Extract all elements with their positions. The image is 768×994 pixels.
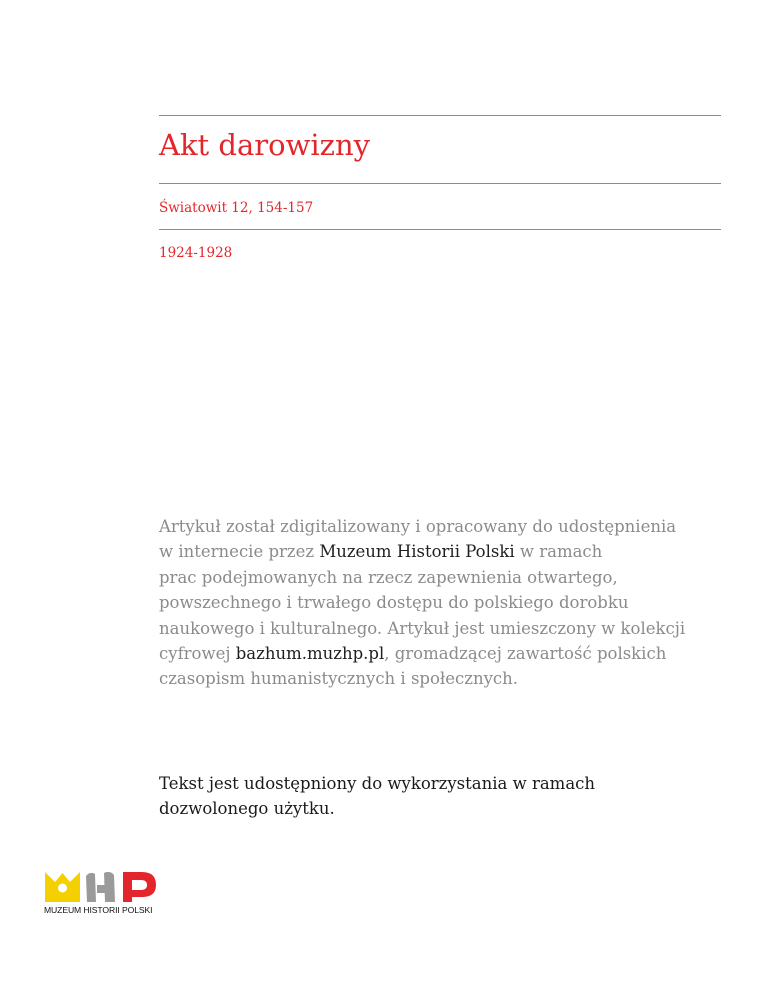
document-title: Akt darowizny (159, 128, 371, 162)
top-divider (159, 115, 721, 116)
notice-line (159, 539, 719, 564)
logo-h-shape (86, 872, 115, 902)
notice-text: w ramach (514, 542, 603, 562)
notice-line: czasopism humanistycznych i społecznych. (159, 669, 519, 689)
notice-line: powszechnego i trwałego dostępu do polskiego dorobku (159, 593, 629, 613)
source-divider (159, 229, 721, 230)
digitization-notice (159, 514, 719, 692)
bazhum-link[interactable]: bazhum.muzhp.pl (235, 644, 385, 664)
logo-m-dot (58, 884, 67, 893)
notice-text: w internecie przez (159, 542, 320, 562)
source-citation: Światowit 12, 154-157 (159, 200, 314, 216)
notice-text: , gromadzącej zawartość polskich (384, 644, 667, 664)
logo-p-shape (123, 872, 156, 902)
notice-line (159, 641, 719, 666)
notice-text: cyfrowej (159, 644, 236, 664)
notice-line: Artykuł został zdigitalizowany i opracowany do udostępnienia (159, 517, 677, 536)
usage-notice (159, 771, 719, 822)
notice-line: naukowego i kulturalnego. Artykuł jest umieszczony w kolekcji (159, 618, 686, 638)
notice-line: prac podejmowanych na rzecz zapewnienia otwartego, (159, 567, 618, 587)
publication-years: 1924-1928 (159, 245, 233, 261)
usage-line: Tekst jest udostępniony do wykorzystania w ramach (159, 774, 596, 793)
museum-name-link[interactable]: Muzeum Historii Polski (319, 542, 515, 562)
logo-caption: MUZEUM HISTORII POLSKI (44, 905, 153, 915)
title-divider (159, 183, 721, 184)
usage-line: dozwolonego użytku. (159, 799, 335, 819)
